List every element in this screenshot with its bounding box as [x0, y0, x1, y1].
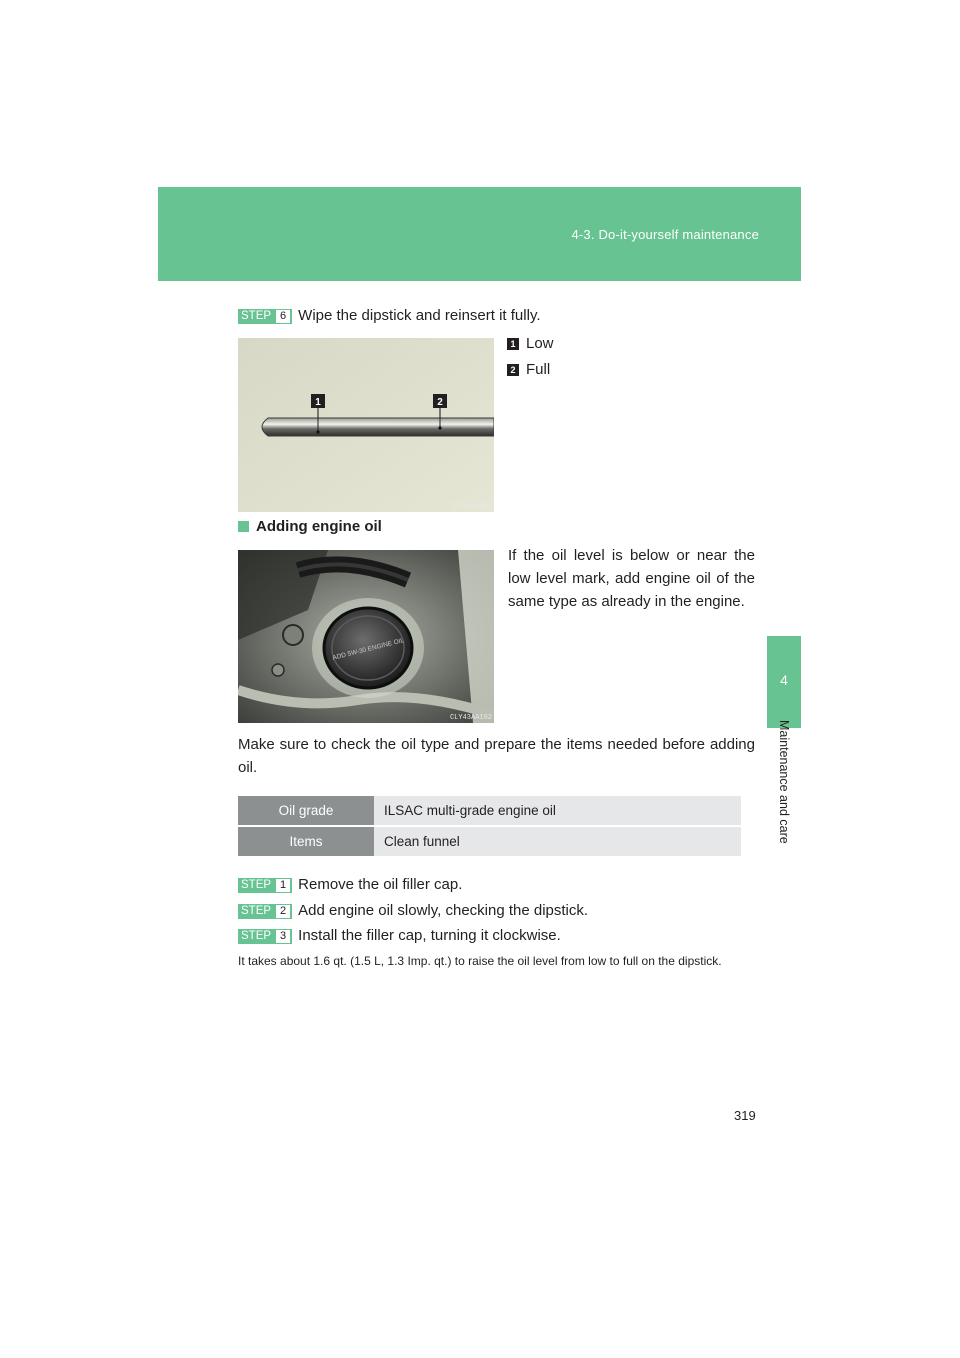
legend-item-low	[507, 335, 554, 352]
section-title: 4-3. Do-it-yourself maintenance	[571, 227, 759, 242]
engine-photo	[238, 550, 494, 723]
callout-1-label: 1	[315, 397, 321, 408]
step-6	[238, 307, 541, 325]
figure-code: CLY42AA036	[449, 503, 492, 511]
legend-number: 1	[507, 338, 519, 350]
step-word: STEP	[241, 929, 272, 942]
heading-text: Adding engine oil	[256, 518, 382, 535]
step-2	[238, 902, 588, 920]
step-word: STEP	[241, 878, 272, 891]
capacity-note: It takes about 1.6 qt. (1.5 L, 1.3 Imp. qt.) to raise the oil level from low to full on the dipstick.	[238, 954, 722, 968]
step-text: Add engine oil slowly, checking the dipstick.	[298, 902, 589, 919]
step-1	[238, 876, 462, 894]
table-value: Clean funnel	[374, 827, 741, 856]
chapter-number: 4	[780, 672, 788, 688]
figure-code: CLY43AA102	[449, 714, 492, 722]
table-label: Oil grade	[238, 796, 374, 825]
step-badge	[238, 878, 292, 893]
step-badge	[238, 929, 292, 944]
spec-table	[238, 794, 741, 858]
legend-label: Low	[526, 335, 554, 352]
table-label: Items	[238, 827, 374, 856]
dipstick-photo	[238, 338, 494, 512]
adding-oil-description: If the oil level is below or near the low level mark, add engine oil of the same type as already in the engine.	[508, 547, 755, 610]
legend-number: 2	[507, 364, 519, 376]
table-row	[238, 796, 741, 825]
chapter-tab	[767, 636, 801, 728]
step-text: Remove the oil filler cap.	[298, 876, 463, 893]
step-text: Wipe the dipstick and reinsert it fully.	[298, 307, 541, 324]
section-heading	[238, 518, 382, 535]
callout-2-label: 2	[437, 397, 443, 408]
heading-bullet-icon	[238, 521, 249, 532]
table-value: ILSAC multi-grade engine oil	[374, 796, 741, 825]
header-band	[158, 187, 801, 281]
legend-item-full	[507, 361, 550, 378]
step-word: STEP	[241, 904, 272, 917]
step-3	[238, 927, 561, 945]
page-number: 319	[734, 1108, 756, 1123]
step-text: Install the filler cap, turning it clockwise.	[298, 927, 561, 944]
dipstick-illustration	[238, 338, 494, 512]
step-word: STEP	[241, 309, 272, 322]
chapter-label-container	[767, 720, 801, 870]
step-number: 2	[275, 904, 291, 919]
intro-paragraph: Make sure to check the oil type and prepare the items needed before adding oil.	[238, 736, 755, 776]
table-row	[238, 827, 741, 856]
step-badge	[238, 904, 292, 919]
chapter-label: Maintenance and care	[777, 720, 791, 844]
legend-label: Full	[526, 361, 551, 378]
step-number: 1	[275, 878, 291, 893]
step-number: 3	[275, 929, 291, 944]
cap-lettering: ADD 5W-30 ENGINE OIL	[331, 637, 405, 662]
step-number: 6	[275, 309, 291, 324]
step-badge	[238, 309, 292, 324]
engine-illustration	[238, 550, 494, 723]
